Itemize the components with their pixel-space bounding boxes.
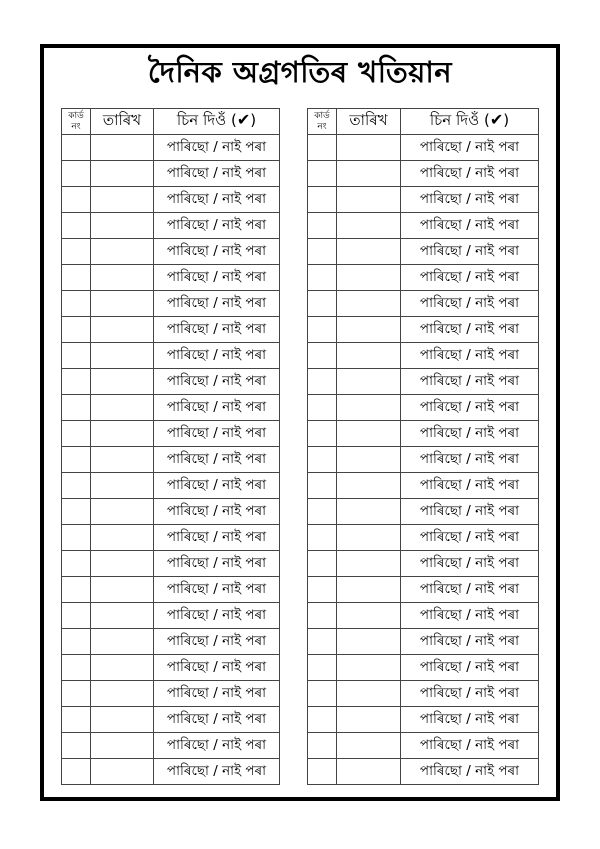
table-row	[308, 551, 539, 577]
card-no-cell	[62, 499, 91, 525]
date-cell	[91, 369, 154, 395]
header-mark-prefix: চিন দিওঁ (	[429, 111, 490, 129]
card-no-cell	[62, 759, 91, 785]
progress-table-right	[307, 108, 539, 785]
table-row	[62, 239, 280, 265]
card-no-cell	[62, 343, 91, 369]
date-cell	[91, 499, 154, 525]
card-no-cell	[308, 525, 337, 551]
progress-table	[307, 108, 539, 785]
date-cell	[337, 317, 401, 343]
table-row	[62, 213, 280, 239]
card-no-cell	[62, 629, 91, 655]
table-row	[62, 369, 280, 395]
checkmark-icon: ✔	[489, 110, 504, 129]
date-cell	[337, 265, 401, 291]
mark-cell: পাৰিছো / নাই পৰা	[154, 447, 280, 473]
mark-cell: পাৰিছো / নাই পৰা	[401, 395, 539, 421]
card-no-cell	[308, 265, 337, 291]
table-row	[62, 447, 280, 473]
mark-cell: পাৰিছো / নাই পৰা	[154, 551, 280, 577]
card-no-cell	[308, 395, 337, 421]
table-row	[62, 525, 280, 551]
table-row	[62, 577, 280, 603]
card-no-cell	[308, 447, 337, 473]
table-row	[308, 447, 539, 473]
date-cell	[337, 759, 401, 785]
mark-cell: পাৰিছো / নাই পৰা	[154, 317, 280, 343]
header-card-no-line2: নং	[71, 121, 81, 132]
card-no-cell	[62, 551, 91, 577]
mark-cell: পাৰিছো / নাই পৰা	[401, 135, 539, 161]
card-no-cell	[62, 681, 91, 707]
mark-cell: পাৰিছো / নাই পৰা	[401, 759, 539, 785]
card-no-cell	[62, 135, 91, 161]
date-cell	[337, 187, 401, 213]
date-cell	[91, 473, 154, 499]
table-body	[62, 135, 280, 785]
date-cell	[91, 525, 154, 551]
card-no-cell	[308, 473, 337, 499]
mark-cell: পাৰিছো / নাই পৰা	[154, 473, 280, 499]
header-card-no-line1: কাৰ্ড	[68, 111, 84, 122]
card-no-cell	[62, 603, 91, 629]
date-cell	[337, 629, 401, 655]
mark-cell: পাৰিছো / নাই পৰা	[154, 291, 280, 317]
header-card-no-line1: কাৰ্ড	[314, 111, 330, 122]
table-row	[308, 161, 539, 187]
mark-cell: পাৰিছো / নাই পৰা	[154, 239, 280, 265]
mark-cell: পাৰিছো / নাই পৰা	[401, 317, 539, 343]
card-no-cell	[308, 343, 337, 369]
date-cell	[337, 447, 401, 473]
mark-cell: পাৰিছো / নাই পৰা	[401, 265, 539, 291]
mark-cell: পাৰিছো / নাই পৰা	[154, 733, 280, 759]
table-row	[62, 187, 280, 213]
card-no-cell	[62, 707, 91, 733]
date-cell	[91, 343, 154, 369]
mark-cell: পাৰিছো / নাই পৰা	[401, 629, 539, 655]
date-cell	[337, 733, 401, 759]
table-row	[308, 577, 539, 603]
mark-cell: পাৰিছো / নাই পৰা	[154, 421, 280, 447]
card-no-cell	[308, 681, 337, 707]
header-card-no	[308, 109, 337, 135]
date-cell	[337, 421, 401, 447]
table-row	[62, 343, 280, 369]
progress-table	[61, 108, 280, 785]
card-no-cell	[308, 577, 337, 603]
date-cell	[91, 421, 154, 447]
mark-cell: পাৰিছো / নাই পৰা	[401, 239, 539, 265]
mark-cell: পাৰিছো / নাই পৰা	[154, 187, 280, 213]
mark-cell: পাৰিছো / নাই পৰা	[154, 681, 280, 707]
card-no-cell	[308, 655, 337, 681]
date-cell	[91, 135, 154, 161]
date-cell	[91, 707, 154, 733]
date-cell	[337, 291, 401, 317]
header-row	[62, 109, 280, 135]
date-cell	[91, 317, 154, 343]
header-mark-suffix: )	[503, 111, 510, 129]
mark-cell: পাৰিছো / নাই পৰা	[154, 135, 280, 161]
card-no-cell	[62, 395, 91, 421]
date-cell	[91, 551, 154, 577]
date-cell	[91, 265, 154, 291]
table-row	[308, 499, 539, 525]
date-cell	[337, 135, 401, 161]
table-row	[62, 421, 280, 447]
date-cell	[337, 655, 401, 681]
date-cell	[337, 577, 401, 603]
mark-cell: পাৰিছো / নাই পৰা	[401, 525, 539, 551]
card-no-cell	[308, 759, 337, 785]
table-row	[62, 551, 280, 577]
date-cell	[91, 759, 154, 785]
card-no-cell	[308, 421, 337, 447]
date-cell	[337, 395, 401, 421]
date-cell	[337, 707, 401, 733]
mark-cell: পাৰিছো / নাই পৰা	[401, 343, 539, 369]
card-no-cell	[308, 629, 337, 655]
table-row	[62, 291, 280, 317]
table-row	[308, 681, 539, 707]
card-no-cell	[308, 603, 337, 629]
mark-cell: পাৰিছো / নাই পৰা	[154, 655, 280, 681]
table-row	[308, 473, 539, 499]
date-cell	[337, 161, 401, 187]
mark-cell: পাৰিছো / নাই পৰা	[154, 707, 280, 733]
mark-cell: পাৰিছো / নাই পৰা	[401, 473, 539, 499]
table-row	[308, 213, 539, 239]
mark-cell: পাৰিছো / নাই পৰা	[401, 161, 539, 187]
card-no-cell	[308, 213, 337, 239]
table-row	[62, 759, 280, 785]
mark-cell: পাৰিছো / নাই পৰা	[154, 525, 280, 551]
mark-cell: পাৰিছো / নাই পৰা	[401, 421, 539, 447]
mark-cell: পাৰিছো / নাই পৰা	[154, 395, 280, 421]
card-no-cell	[308, 733, 337, 759]
date-cell	[337, 603, 401, 629]
table-row	[308, 759, 539, 785]
mark-cell: পাৰিছো / নাই পৰা	[401, 551, 539, 577]
mark-cell: পাৰিছো / নাই পৰা	[154, 759, 280, 785]
header-date: তাৰিখ	[337, 109, 401, 135]
mark-cell: পাৰিছো / নাই পৰা	[154, 343, 280, 369]
card-no-cell	[308, 707, 337, 733]
table-row	[308, 525, 539, 551]
date-cell	[91, 447, 154, 473]
card-no-cell	[62, 369, 91, 395]
header-mark	[154, 109, 280, 135]
date-cell	[91, 213, 154, 239]
mark-cell: পাৰিছো / নাই পৰা	[154, 629, 280, 655]
mark-cell: পাৰিছো / নাই পৰা	[401, 447, 539, 473]
document-title: দৈনিক অগ্রগতিৰ খতিয়ান	[147, 55, 453, 89]
mark-cell: পাৰিছো / নাই পৰা	[401, 213, 539, 239]
table-row	[62, 135, 280, 161]
card-no-cell	[62, 187, 91, 213]
mark-cell: পাৰিছো / নাই পৰা	[401, 577, 539, 603]
table-row	[308, 369, 539, 395]
table-row	[308, 317, 539, 343]
date-cell	[337, 525, 401, 551]
table-row	[62, 499, 280, 525]
table-row	[308, 135, 539, 161]
date-cell	[91, 681, 154, 707]
table-row	[308, 707, 539, 733]
table-row	[308, 733, 539, 759]
mark-cell: পাৰিছো / নাই পৰা	[154, 369, 280, 395]
date-cell	[91, 603, 154, 629]
card-no-cell	[62, 421, 91, 447]
table-row	[308, 629, 539, 655]
date-cell	[337, 551, 401, 577]
header-card-no-line2: নং	[317, 121, 327, 132]
mark-cell: পাৰিছো / নাই পৰা	[154, 161, 280, 187]
date-cell	[337, 213, 401, 239]
card-no-cell	[62, 317, 91, 343]
table-row	[308, 655, 539, 681]
table-row	[308, 421, 539, 447]
card-no-cell	[62, 525, 91, 551]
table-row	[308, 603, 539, 629]
date-cell	[337, 343, 401, 369]
table-row	[62, 317, 280, 343]
progress-table-left	[61, 108, 280, 785]
card-no-cell	[62, 577, 91, 603]
card-no-cell	[308, 317, 337, 343]
header-row	[308, 109, 539, 135]
mark-cell: পাৰিছো / নাই পৰা	[154, 577, 280, 603]
mark-cell: পাৰিছো / নাই পৰা	[401, 681, 539, 707]
mark-cell: পাৰিছো / নাই পৰা	[401, 733, 539, 759]
date-cell	[91, 395, 154, 421]
table-row	[62, 629, 280, 655]
mark-cell: পাৰিছো / নাই পৰা	[401, 291, 539, 317]
header-date: তাৰিখ	[91, 109, 154, 135]
mark-cell: পাৰিছো / নাই পৰা	[401, 499, 539, 525]
date-cell	[91, 733, 154, 759]
card-no-cell	[308, 291, 337, 317]
table-row	[62, 681, 280, 707]
checkmark-icon: ✔	[236, 110, 251, 129]
table-row	[62, 733, 280, 759]
table-row	[62, 161, 280, 187]
date-cell	[337, 473, 401, 499]
card-no-cell	[308, 499, 337, 525]
date-cell	[337, 681, 401, 707]
date-cell	[91, 655, 154, 681]
card-no-cell	[62, 291, 91, 317]
table-row	[308, 239, 539, 265]
card-no-cell	[62, 239, 91, 265]
table-row	[62, 265, 280, 291]
table-row	[62, 473, 280, 499]
card-no-cell	[62, 473, 91, 499]
card-no-cell	[308, 161, 337, 187]
header-card-no	[62, 109, 91, 135]
date-cell	[337, 239, 401, 265]
table-row	[62, 603, 280, 629]
mark-cell: পাৰিছো / নাই পৰা	[401, 707, 539, 733]
date-cell	[91, 291, 154, 317]
date-cell	[91, 577, 154, 603]
mark-cell: পাৰিছো / নাই পৰা	[401, 655, 539, 681]
card-no-cell	[62, 447, 91, 473]
header-mark-suffix: )	[250, 111, 257, 129]
date-cell	[91, 629, 154, 655]
date-cell	[91, 161, 154, 187]
date-cell	[337, 369, 401, 395]
card-no-cell	[308, 551, 337, 577]
table-row	[308, 187, 539, 213]
table-row	[62, 655, 280, 681]
date-cell	[91, 239, 154, 265]
card-no-cell	[308, 135, 337, 161]
card-no-cell	[62, 161, 91, 187]
table-row	[62, 707, 280, 733]
table-row	[62, 395, 280, 421]
table-row	[308, 291, 539, 317]
card-no-cell	[308, 369, 337, 395]
table-row	[308, 395, 539, 421]
mark-cell: পাৰিছো / নাই পৰা	[401, 369, 539, 395]
date-cell	[91, 187, 154, 213]
card-no-cell	[308, 187, 337, 213]
card-no-cell	[62, 265, 91, 291]
mark-cell: পাৰিছো / নাই পৰা	[154, 603, 280, 629]
mark-cell: পাৰিছো / নাই পৰা	[401, 187, 539, 213]
card-no-cell	[62, 213, 91, 239]
header-mark-prefix: চিন দিওঁ (	[176, 111, 237, 129]
card-no-cell	[62, 733, 91, 759]
date-cell	[337, 499, 401, 525]
table-row	[308, 265, 539, 291]
header-mark	[401, 109, 539, 135]
mark-cell: পাৰিছো / নাই পৰা	[154, 265, 280, 291]
table-row	[308, 343, 539, 369]
card-no-cell	[308, 239, 337, 265]
mark-cell: পাৰিছো / নাই পৰা	[154, 213, 280, 239]
mark-cell: পাৰিছো / নাই পৰা	[401, 603, 539, 629]
table-body	[308, 135, 539, 785]
mark-cell: পাৰিছো / নাই পৰা	[154, 499, 280, 525]
card-no-cell	[62, 655, 91, 681]
